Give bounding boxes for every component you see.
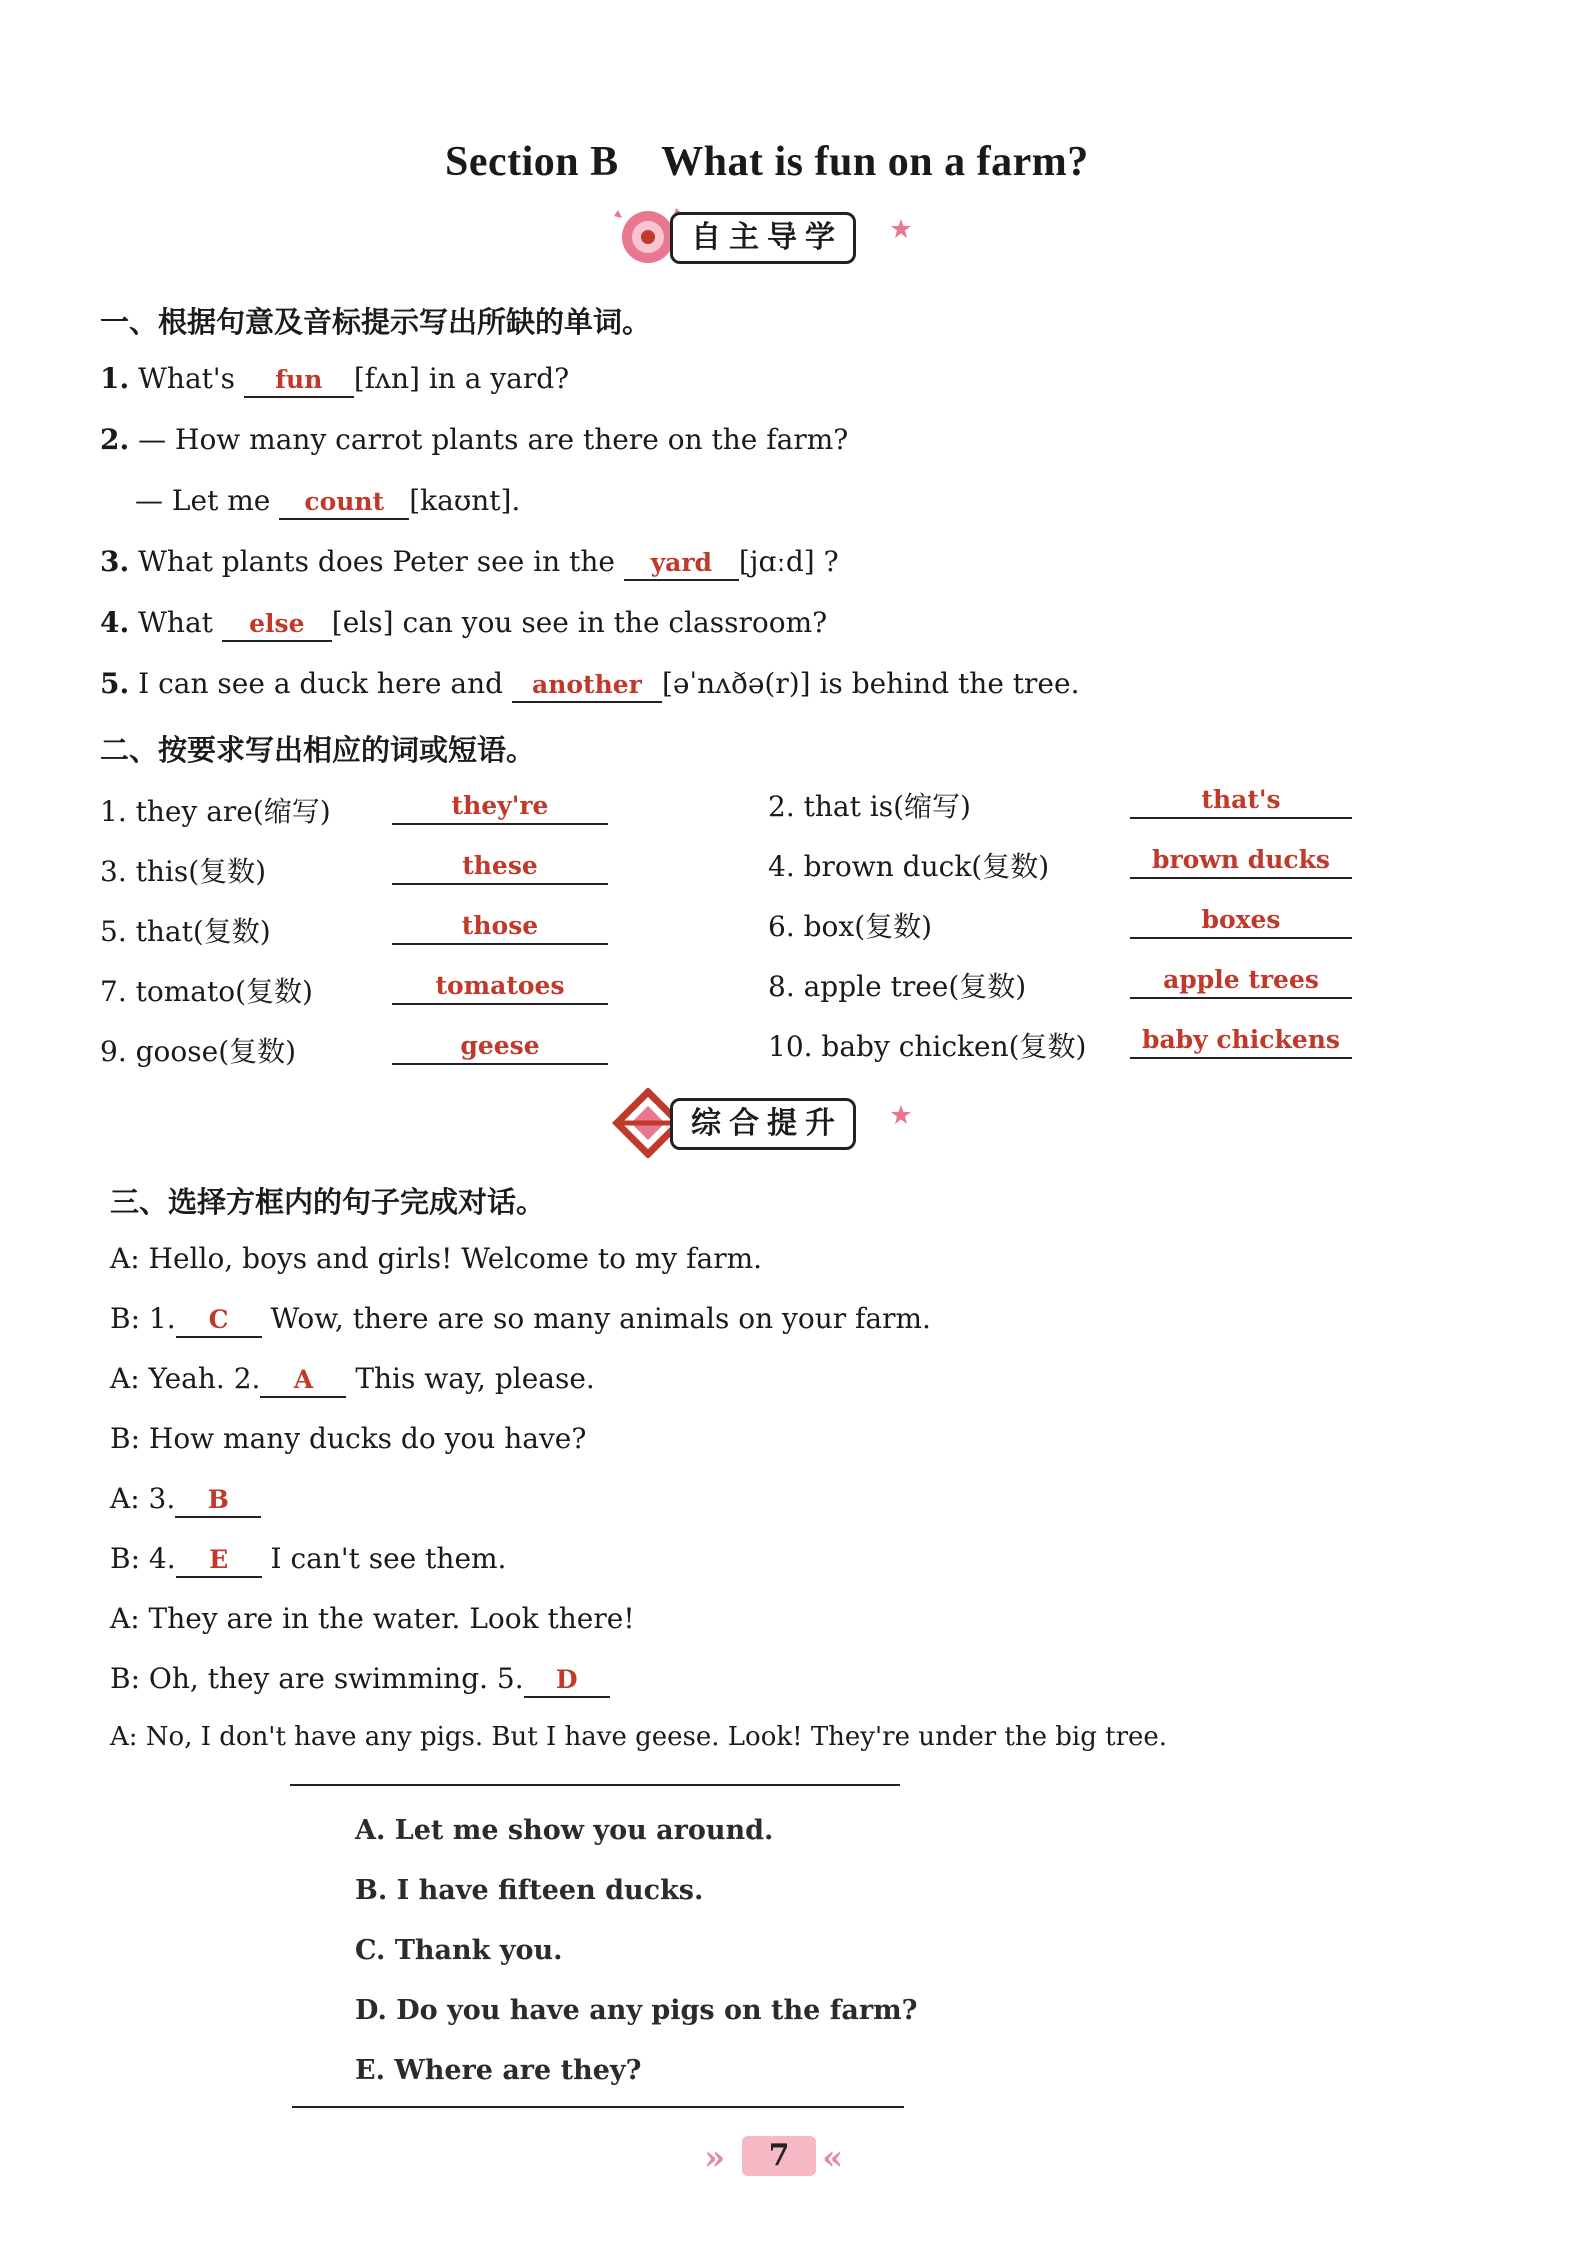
answer-blank: apple trees — [1130, 963, 1352, 999]
question-1-3: 3. What plants does Peter see in the yard [jɑːd] ? — [100, 545, 839, 581]
page-number: 7 — [742, 2136, 816, 2176]
question-1-2b: — Let me count [kaʊnt]. — [135, 484, 520, 520]
answer-blank: they're — [392, 789, 608, 825]
answer-blank: boxes — [1130, 903, 1352, 939]
star-icon — [890, 1104, 912, 1126]
options-top-rule — [290, 1784, 900, 1786]
list-item-prompt: 10. baby chicken(复数) — [768, 1030, 1087, 1063]
list-item-prompt: 9. goose(复数) — [100, 1035, 297, 1068]
arrow-left-icon: « — [822, 2138, 844, 2178]
answer-blank: C — [176, 1304, 262, 1338]
dialogue-line-2: B: 1. C Wow, there are so many animals on your farm. — [110, 1302, 931, 1338]
badge-comprehensive — [612, 1088, 912, 1158]
question-1-5: 5. I can see a duck here and another [əˈnʌðə(r)] is behind the tree. — [100, 667, 1079, 703]
answer-blank: fun — [244, 364, 354, 398]
answer-blank: A — [260, 1364, 346, 1398]
question-1-2a: 2. — How many carrot plants are there on the farm? — [100, 423, 849, 456]
section-heading-1: 一、根据句意及音标提示写出所缺的单词。 — [100, 305, 652, 339]
star-icon — [890, 218, 912, 240]
answer-blank: B — [175, 1484, 261, 1518]
dialogue-line-8: B: Oh, they are swimming. 5. D — [110, 1662, 610, 1698]
option-b: B. I have fifteen ducks. — [355, 1875, 704, 1906]
question-1-1: 1. What's fun [fʌn] in a yard? — [100, 362, 569, 398]
option-d: D. Do you have any pigs on the farm? — [355, 1995, 918, 2026]
answer-blank: those — [392, 909, 608, 945]
list-item-prompt: 6. box(复数) — [768, 910, 933, 943]
answer-blank: yard — [624, 547, 739, 581]
list-item-prompt: 7. tomato(复数) — [100, 975, 313, 1008]
list-item-prompt: 2. that is(缩写) — [768, 790, 971, 823]
list-item-prompt: 1. they are(缩写) — [100, 795, 331, 828]
page-title: Section B What is fun on a farm? — [445, 139, 1089, 185]
answer-blank: E — [176, 1544, 262, 1578]
answer-blank: count — [279, 486, 409, 520]
list-item-prompt: 4. brown duck(复数) — [768, 850, 1050, 883]
badge-label: 综合提升 — [670, 1098, 856, 1150]
dialogue-line-6: B: 4. E I can't see them. — [110, 1542, 506, 1578]
options-bottom-rule — [292, 2106, 904, 2108]
answer-blank: baby chickens — [1130, 1023, 1352, 1059]
dialogue-line-3: A: Yeah. 2. A This way, please. — [110, 1362, 595, 1398]
section-heading-2: 二、按要求写出相应的词或短语。 — [100, 733, 536, 767]
badge-self-study — [612, 202, 912, 272]
answer-blank: tomatoes — [392, 969, 608, 1005]
dialogue-line-5: A: 3. B — [110, 1482, 261, 1518]
dialogue-line-9: A: No, I don't have any pigs. But I have geese. Look! They're under the big tree. — [110, 1722, 1168, 1752]
list-item-prompt: 3. this(复数) — [100, 855, 267, 888]
answer-blank: else — [222, 608, 332, 642]
dialogue-line-1: A: Hello, boys and girls! Welcome to my farm. — [110, 1242, 763, 1275]
dialogue-line-4: B: How many ducks do you have? — [110, 1422, 587, 1455]
list-item-prompt: 8. apple tree(复数) — [768, 970, 1027, 1003]
question-1-4: 4. What else [els] can you see in the classroom? — [100, 606, 827, 642]
arrow-right-icon: » — [704, 2138, 726, 2178]
answer-blank: these — [392, 849, 608, 885]
option-c: C. Thank you. — [355, 1935, 563, 1966]
list-item-prompt: 5. that(复数) — [100, 915, 271, 948]
answer-blank: D — [524, 1664, 610, 1698]
answer-blank: geese — [392, 1029, 608, 1065]
option-a: A. Let me show you around. — [355, 1815, 774, 1846]
answer-blank: that's — [1130, 783, 1352, 819]
dialogue-line-7: A: They are in the water. Look there! — [110, 1602, 635, 1635]
option-e: E. Where are they? — [355, 2055, 642, 2086]
answer-blank: brown ducks — [1130, 843, 1352, 879]
answer-blank: another — [512, 669, 662, 703]
section-heading-3: 三、选择方框内的句子完成对话。 — [110, 1185, 546, 1219]
badge-label: 自主导学 — [670, 212, 856, 264]
